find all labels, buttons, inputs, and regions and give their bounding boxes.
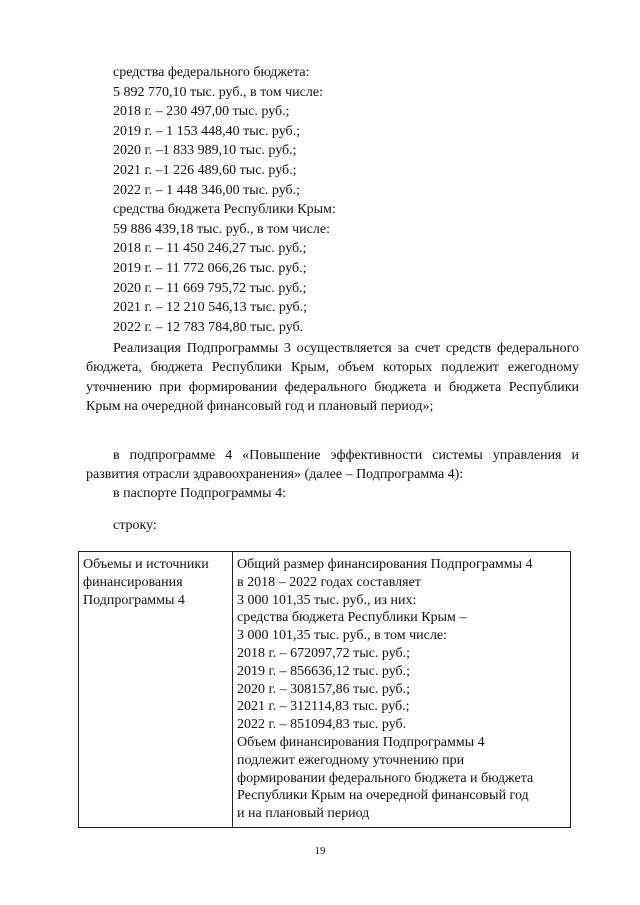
- cell-line: Объем финансирования Подпрограммы 4: [237, 734, 485, 750]
- cell-line: 2018 г. – 672097,72 тыс. руб.;: [237, 645, 411, 661]
- funding-lines: [113, 63, 336, 337]
- funding-line: 2018 г. – 11 450 246,27 тыс. руб.;: [113, 241, 307, 257]
- cell-line: подлежит ежегодному уточнению при: [237, 752, 465, 768]
- financing-details-cell: [233, 552, 571, 828]
- funding-line: 2020 г. –1 833 989,10 тыс. руб.;: [113, 143, 297, 159]
- funding-line: средства федерального бюджета:: [113, 65, 310, 80]
- funding-line: 2018 г. – 230 497,00 тыс. руб.;: [113, 104, 290, 120]
- row-line: строку:: [113, 518, 157, 533]
- subprogram-4-paragraph: в подпрограмме 4 «Повышение эффективности системы управления и развития отрасли здравоохранения» (далее – Подпрограмма 4):: [86, 448, 579, 483]
- funding-line: 2020 г. – 11 669 795,72 тыс. руб.;: [113, 280, 307, 296]
- cell-line: в 2018 – 2022 годах составляет: [237, 574, 421, 590]
- cell-line: 3 000 101,35 тыс. руб., в том числе:: [237, 628, 447, 644]
- table-row: [79, 552, 571, 828]
- funding-line: 2019 г. – 11 772 066,26 тыс. руб.;: [113, 260, 307, 276]
- cell-line: 3 000 101,35 тыс. руб., из них:: [237, 592, 417, 608]
- funding-line: 5 892 770,10 тыс. руб., в том числе:: [113, 84, 323, 100]
- funding-line: 59 886 439,18 тыс. руб., в том числе:: [113, 221, 330, 237]
- cell-line: Общий размер финансирования Подпрограммы 4: [237, 557, 533, 572]
- cell-line: и на плановый период: [237, 806, 370, 822]
- financing-label-cell: [79, 552, 233, 828]
- funding-line: 2019 г. – 1 153 448,40 тыс. руб.;: [113, 123, 301, 139]
- funding-line: 2022 г. – 12 783 784,80 тыс. руб.: [113, 319, 304, 335]
- cell-line: 2022 г. – 851094,83 тыс. руб.: [237, 717, 407, 733]
- cell-line: 2021 г. – 312114,83 тыс. руб.;: [237, 699, 410, 715]
- financing-table: [78, 551, 571, 828]
- funding-line: 2021 г. – 12 210 546,13 тыс. руб.;: [113, 300, 308, 316]
- funding-line: средства бюджета Республики Крым:: [113, 202, 336, 218]
- cell-line: 2020 г. – 308157,86 тыс. руб.;: [237, 681, 411, 697]
- cell-line: 2019 г. – 856636,12 тыс. руб.;: [237, 663, 411, 679]
- cell-line: Республики Крым на очередной финансовый год: [237, 788, 529, 804]
- implementation-paragraph: Реализация Подпрограммы 3 осуществляется за счет средств федерального бюджета, бюджета Республики Крым, объем которых подлежит ежегодному уточнению при формировании федерального бюджета и бюджета Республики Крым на очередной финансовый год и плановый период»;: [86, 341, 579, 415]
- passport-line: в паспорте Подпрограммы 4:: [113, 486, 286, 501]
- cell-line: финансирования: [83, 574, 183, 590]
- cell-line: формировании федерального бюджета и бюджета: [237, 770, 534, 786]
- cell-line: Подпрограммы 4: [83, 592, 185, 608]
- cell-line: Объемы и источники: [83, 557, 209, 572]
- funding-line: 2022 г. – 1 448 346,00 тыс. руб.;: [113, 182, 301, 198]
- page-number: 19: [314, 845, 326, 857]
- funding-line: 2021 г. –1 226 489,60 тыс. руб.;: [113, 162, 297, 178]
- cell-line: средства бюджета Республики Крым –: [237, 610, 467, 626]
